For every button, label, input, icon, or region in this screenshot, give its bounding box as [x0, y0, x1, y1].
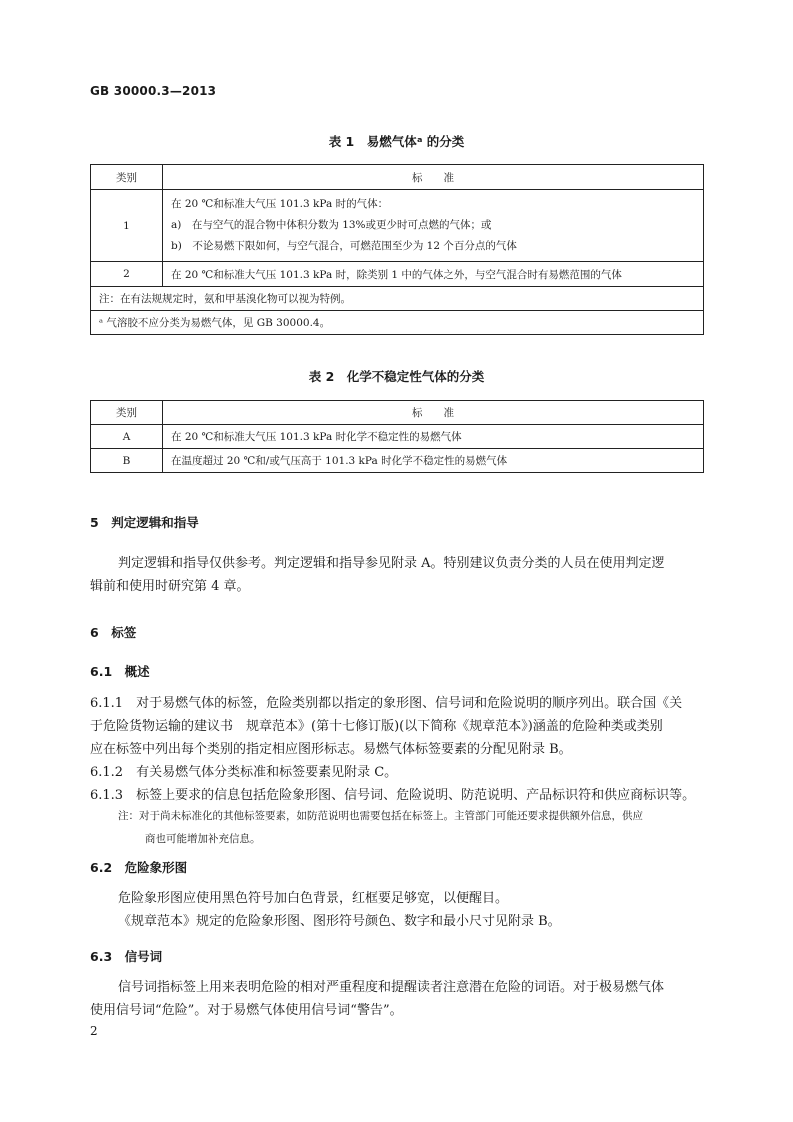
table1-footnote-row	[91, 311, 704, 335]
table2-row-b-category: B	[91, 449, 163, 473]
table1-caption: 表 1 易燃气体ᵃ 的分类	[328, 134, 465, 149]
table2-row-a-category: A	[91, 425, 163, 449]
table2-header-row	[91, 401, 704, 425]
page-number: 2	[90, 1024, 98, 1038]
section6-2-line2: 《规章范本》规定的危险象形图、图形符号颜色、数字和最小尺寸见附录 B。	[118, 914, 561, 929]
table2-row-a-criteria: 在 20 ℃和标准大气压 101.3 kPa 时化学不稳定性的易燃气体	[163, 425, 704, 449]
criteria-line: b) 不论易燃下限如何，与空气混合，可燃范围至少为 12 个百分点的气体	[171, 240, 517, 252]
p611-line3: 应在标签中列出每个类别的指定相应图形标志。易燃气体标签要素的分配见附录 B。	[90, 742, 572, 757]
p611-line2: 于危险货物运输的建议书 规章范本》(第十七修订版)(以下简称《规章范本》)涵盖的危险种类或类别	[90, 719, 663, 734]
table-row	[91, 449, 704, 473]
table2-col-category: 类别	[91, 401, 163, 425]
p613-note-line2: 商也可能增加补充信息。	[145, 833, 261, 845]
table2-col-criteria: 标 准	[163, 401, 704, 425]
table1-footnote: ᵃ 气溶胶不应分类为易燃气体，见 GB 30000.4。	[91, 311, 704, 335]
table1-col-category: 类别	[91, 165, 163, 190]
section5-para-line2: 辑前和使用时研究第 4 章。	[90, 579, 250, 594]
section6-2-line1: 危险象形图应使用黑色符号加白色背景，红框要足够宽，以便醒目。	[118, 891, 509, 906]
p611-line1: 6.1.1 对于易燃气体的标签，危险类别都以指定的象形图、信号词和危险说明的顺序列出。联合国《关	[90, 696, 683, 711]
section6-3-line2: 使用信号词“危险”。对于易燃气体使用信号词“警告”。	[90, 1003, 403, 1018]
table-row	[91, 262, 704, 287]
section6-3-heading: 6.3 信号词	[90, 949, 163, 964]
criteria-line: a) 在与空气的混合物中体积分数为 13%或更少时可点燃的气体；或	[171, 219, 492, 231]
table1-row1-criteria	[163, 190, 704, 262]
p612: 6.1.2 有关易燃气体分类标准和标签要素见附录 C。	[90, 765, 398, 780]
table2	[90, 400, 704, 473]
table2-row-b-criteria: 在温度超过 20 ℃和/或气压高于 101.3 kPa 时化学不稳定性的易燃气体	[163, 449, 704, 473]
table1-col-criteria: 标 准	[163, 165, 704, 190]
section6-1-heading: 6.1 概述	[90, 664, 150, 679]
table1-row2-criteria: 在 20 ℃和标准大气压 101.3 kPa 时，除类别 1 中的气体之外，与空气混合时有易燃范围的气体	[163, 262, 704, 287]
table1-note-row	[91, 287, 704, 311]
section5-para-line1: 判定逻辑和指导仅供参考。判定逻辑和指导参见附录 A。特别建议负责分类的人员在使用判定逻	[118, 556, 665, 571]
table1	[90, 164, 704, 335]
p613-note-line1: 注：对于尚未标准化的其他标签要素，如防范说明也需要包括在标签上。主管部门可能还要求提供额外信息，供应	[118, 810, 643, 822]
section6-2-heading: 6.2 危险象形图	[90, 860, 188, 875]
section6-heading: 6 标签	[90, 625, 137, 640]
standard-code: GB 30000.3—2013	[90, 84, 217, 98]
section5-heading: 5 判定逻辑和指导	[90, 515, 199, 530]
section6-3-line1: 信号词指标签上用来表明危险的相对严重程度和提醒读者注意潜在危险的词语。对于极易燃气体	[118, 980, 665, 995]
table-row	[91, 190, 704, 262]
table2-caption: 表 2 化学不稳定性气体的分类	[308, 369, 485, 384]
p613: 6.1.3 标签上要求的信息包括危险象形图、信号词、危险说明、防范说明、产品标识符和供应商标识等。	[90, 788, 696, 803]
table1-row2-category: 2	[91, 262, 163, 287]
table1-header-row	[91, 165, 704, 190]
table-row	[91, 425, 704, 449]
criteria-line: 在 20 ℃和标准大气压 101.3 kPa 时的气体：	[171, 198, 389, 210]
table1-row1-category: 1	[91, 190, 163, 262]
table1-note: 注：在有法规规定时，氨和甲基溴化物可以视为特例。	[91, 287, 704, 311]
